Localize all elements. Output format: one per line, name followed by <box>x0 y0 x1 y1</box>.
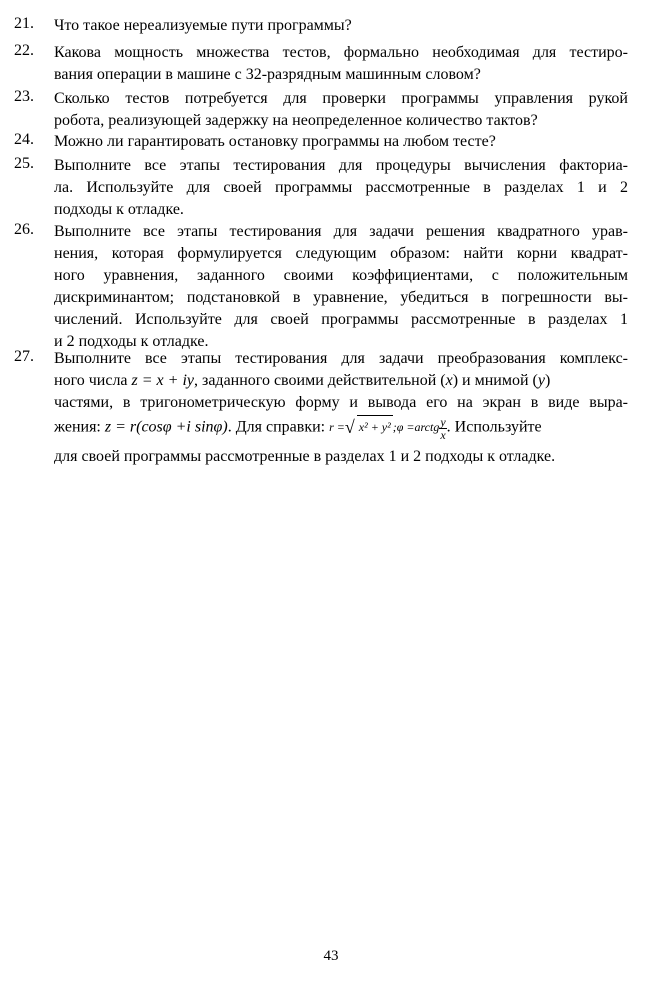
item-number: 21. <box>14 15 34 32</box>
item-line: ного уравнения, заданного своими коэффициентами, с положительным <box>54 267 628 284</box>
text-fragment: . Используйте <box>446 418 542 436</box>
item-line: частями, в тригонометрическую форму и вывода его на экран в виде выра- <box>54 394 628 411</box>
item-line: вания операции в машине с 32-разрядным машинным словом? <box>54 66 481 83</box>
item-line: и 2 подходы к отладке. <box>54 333 209 350</box>
text-fragment: ного числа <box>54 372 132 389</box>
item-number: 22. <box>14 42 34 59</box>
formula-r: r = <box>329 420 345 434</box>
item-number: 26. <box>14 221 34 238</box>
formula-radicand: x² + y² <box>357 415 393 438</box>
text-fragment: , заданного своими действительной ( <box>194 372 446 389</box>
text-fragment: жения: <box>54 418 105 436</box>
math-variable: x <box>445 372 453 389</box>
item-number: 23. <box>14 88 34 105</box>
item-line: числений. Используйте для своей программы рассмотренные в разделах 1 <box>54 311 628 328</box>
item-number: 24. <box>14 131 34 148</box>
item-line: Что такое нереализуемые пути программы? <box>54 17 352 34</box>
item-line: ла. Используйте для своей программы рассмотренные в разделах 1 и 2 <box>54 179 628 196</box>
item-line <box>54 370 628 392</box>
item-line: подходы к отладке. <box>54 201 184 218</box>
item-line: Выполните все этапы тестирования для задачи решения квадратного урав- <box>54 223 628 240</box>
formula-phi: ;φ =arctg <box>392 420 440 434</box>
math-expression: z = x + iy <box>131 372 194 389</box>
square-root-icon: √ <box>344 417 355 437</box>
item-number: 27. <box>14 348 34 365</box>
formula-fraction <box>439 416 446 441</box>
text-fragment: ) <box>544 372 551 389</box>
item-line: Выполните все этапы тестирования для процедуры вычисления факториа- <box>54 157 628 174</box>
item-line: дискриминантом; подстановкой в уравнение, убедиться в погрешности вы- <box>54 289 628 306</box>
item-line: для своей программы рассмотренные в разделах 1 и 2 подходы к отладке. <box>54 448 556 465</box>
page-number: 43 <box>323 948 339 964</box>
math-variable: y <box>537 372 545 389</box>
item-line: робота, реализующей задержку на неопределенное количество тактов? <box>54 112 538 129</box>
text-fragment: . Для справки: <box>227 418 330 436</box>
item-line: Сколько тестов потребуется для проверки программы управления рукой <box>54 90 628 107</box>
item-line <box>54 414 628 442</box>
fraction-numerator: y <box>440 414 446 429</box>
fraction-denominator: x <box>440 427 446 442</box>
item-number: 25. <box>14 155 34 172</box>
item-line: Можно ли гарантировать остановку программы на любом тесте? <box>54 133 496 150</box>
item-line: нения, которая формулируется следующим образом: найти корни квадрат- <box>54 245 628 262</box>
item-line: Выполните все этапы тестирования для задачи преобразования комплекс- <box>54 350 628 367</box>
text-fragment: ) и мнимой ( <box>452 372 538 389</box>
math-expression: z = r(cosφ +i sinφ) <box>104 418 228 436</box>
item-line: Какова мощность множества тестов, формально необходимая для тестиро- <box>54 44 628 61</box>
formula-reference <box>329 415 447 441</box>
